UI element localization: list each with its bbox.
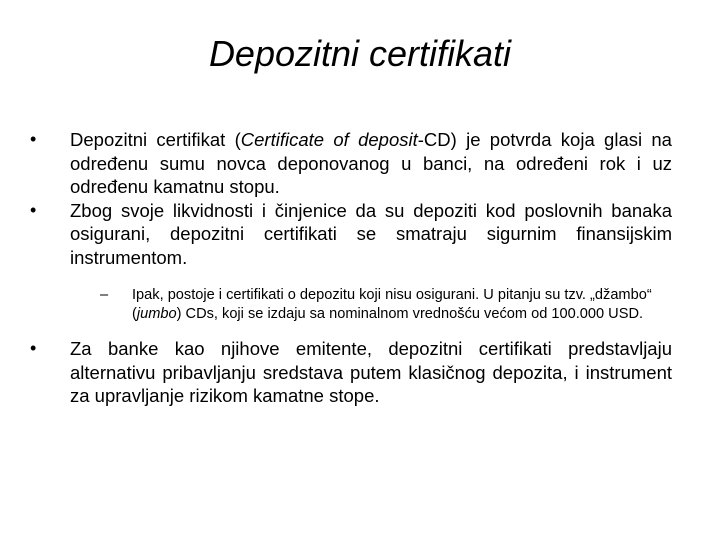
bullet-text: Za banke kao njihove emitente, depozitni certifikati predstavljaju alternativu pribavljanju sredstava putem klasičnog depozita, i instrument za upravljanje rizikom kamatne stope.: [70, 338, 672, 406]
slide-content: [30, 128, 672, 408]
sub-bullet-text-post: ) CDs, koji se izdaju sa nominalnom vrednošću većom od 100.000 USD.: [176, 305, 644, 322]
bullet-marker: •: [30, 129, 37, 149]
bullet-marker: •: [30, 199, 37, 220]
sub-bullet-text-italic: jumbo: [136, 305, 177, 322]
bullet-text-italic: Certificate of deposit: [240, 129, 418, 150]
bullet-text: Zbog svoje likvidnosti i činjenice da su depoziti kod poslovnih banaka osigurani, depozitni certifikati se smatraju sigurnim finansijskim instrumentom.: [70, 199, 672, 268]
sub-bullet-text-pre: Ipak, postoje i certifikati o depozitu koji nisu osigurani. U pitanju su tzv. „džambo“ (: [132, 287, 652, 322]
bullet-item: [30, 199, 672, 270]
bullet-text-pre: Depozitni certifikat (: [70, 129, 241, 150]
bullet-marker: •: [30, 338, 37, 358]
slide-title: Depozitni certifikati: [208, 33, 512, 74]
bullet-text-post: -CD) je potvrda koja glasi na određenu sumu novca deponovanog u banci, na određeni rok i uz određenu kamatnu stopu.: [70, 129, 672, 197]
sub-bullet-marker: –: [100, 287, 109, 303]
bullet-item: [30, 337, 672, 408]
sub-bullet-item: [100, 286, 674, 323]
bullet-item: [30, 128, 672, 199]
